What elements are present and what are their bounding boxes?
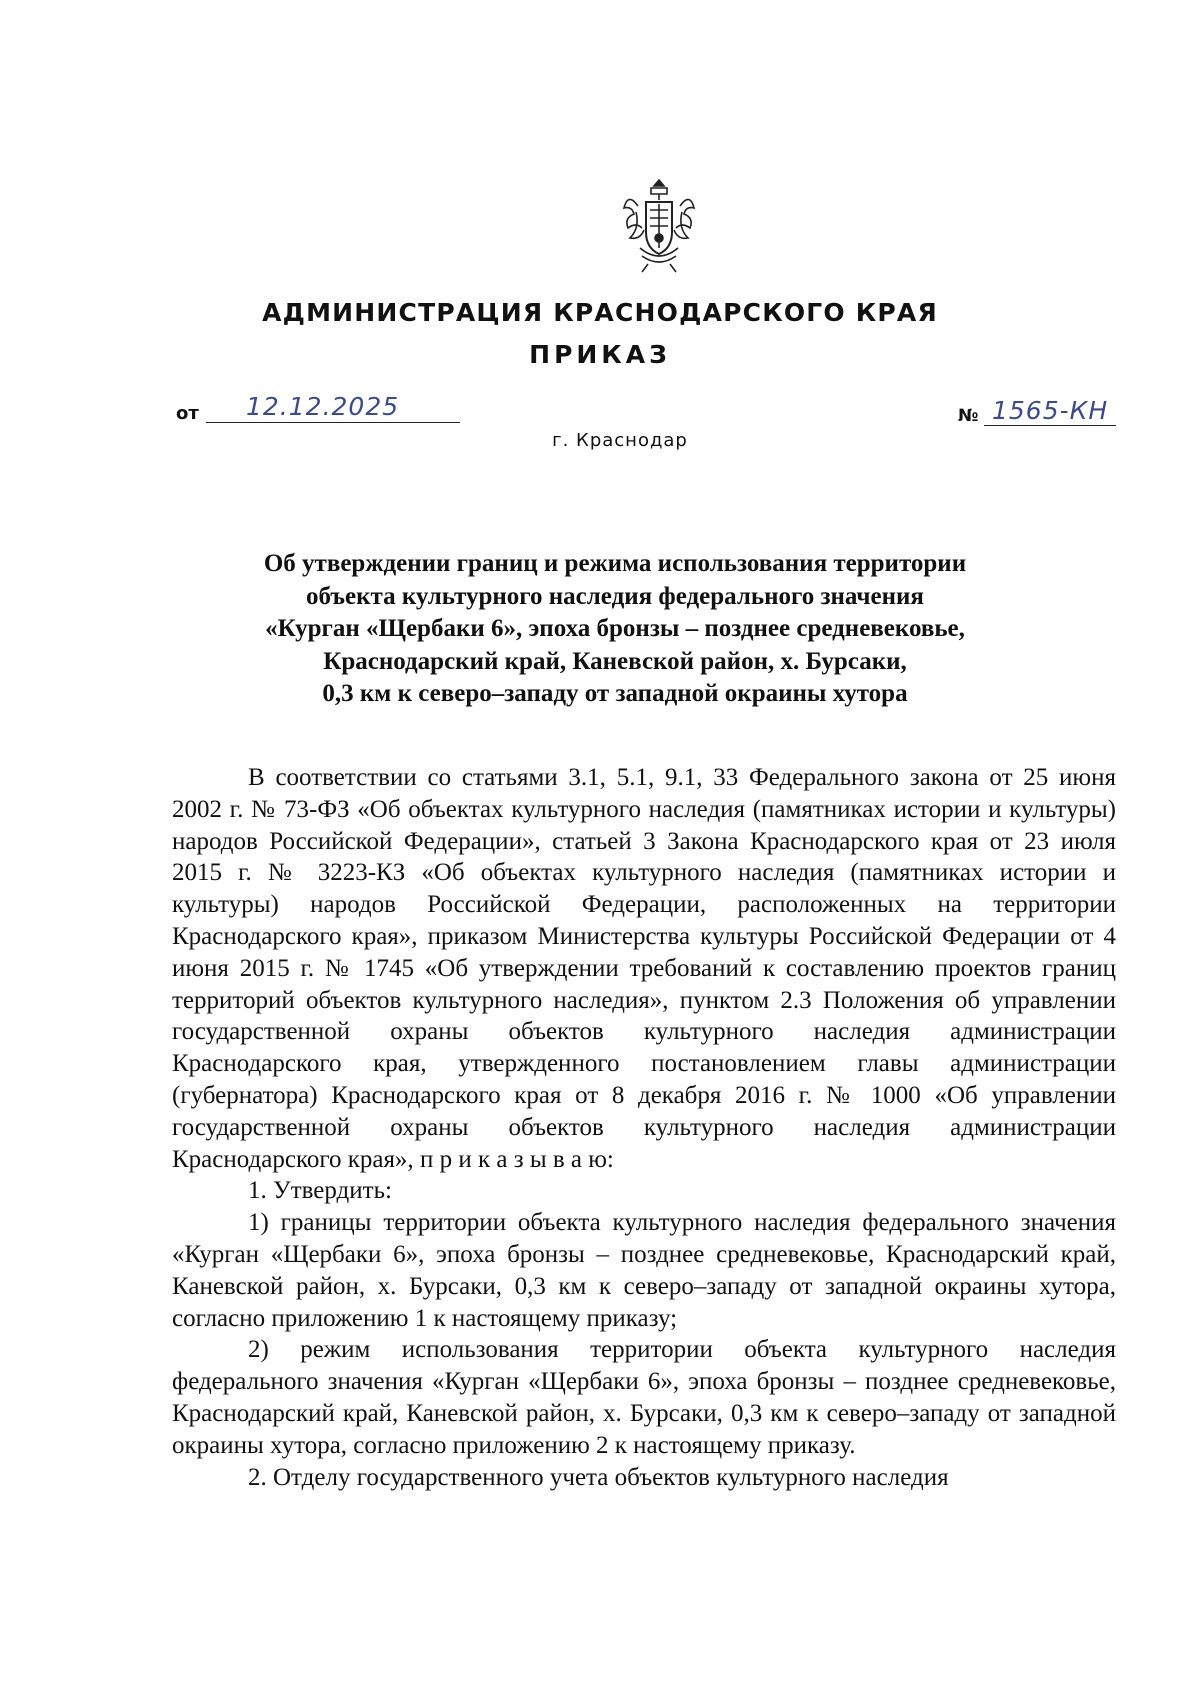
sub-item-1: 1) границы территории объекта культурного наследия федерального значения «Курган «Щербаки 6», эпоха бронзы – позднее средневековье, Краснодарский край, Каневской район, х. Бурсаки, 0,3 км к северо–западу от западной окраины хутора, согласно приложению 1 к настоящему приказу; xyxy=(172,1209,1116,1332)
order-word: п р и к а з ы в а ю: xyxy=(419,1145,614,1173)
city-name: г. Краснодар xyxy=(552,430,688,451)
date-value: 12.12.2025 xyxy=(246,392,400,421)
title-line: объекта культурного наследия федерального значения xyxy=(306,582,924,610)
organization-name: АДМИНИСТРАЦИЯ КРАСНОДАРСКОГО КРАЯ xyxy=(262,298,938,327)
item-1-heading: 1. Утвердить: xyxy=(248,1177,392,1205)
date-label: от xyxy=(176,403,199,424)
document-title xyxy=(150,548,1080,711)
date-underline xyxy=(206,422,460,423)
title-line: «Курган «Щербаки 6», эпоха бронзы – позднее средневековье, xyxy=(265,615,965,642)
coat-of-arms-icon xyxy=(618,176,700,276)
title-line: 0,3 км к северо–западу от западной окраины хутора xyxy=(322,680,908,707)
document-body xyxy=(172,762,1116,1493)
title-line: Об утверждении границ и режима использования территории xyxy=(263,550,967,577)
preamble-paragraph xyxy=(172,762,1116,1175)
item-2-heading: 2. Отделу государственного учета объектов культурного наследия xyxy=(248,1463,949,1491)
document-type: ПРИКАЗ xyxy=(529,340,671,369)
sub-item-2: 2) режим использования территории объекта культурного наследия федерального значения «Курган «Щербаки 6», эпоха бронзы – позднее средневековье, Краснодарский край, Каневской район, х. Бурсаки, 0,3 км к северо–западу от западной окраины хутора, согласно приложению 2 к настоящему приказу. xyxy=(172,1336,1116,1459)
number-value: 1565-КН xyxy=(992,396,1109,425)
number-label: № xyxy=(958,406,979,426)
title-line: Краснодарский край, Каневской район, х. Бурсаки, xyxy=(323,647,907,675)
number-underline xyxy=(984,425,1116,426)
preamble-text: В соответствии со статьями 3.1, 5.1, 9.1, 33 Федерального закона от 25 июня 2002 г. № 73-ФЗ «Об объектах культурного наследия (памятниках истории и культуры) народов Российской Федерации», статьей 3 Закона Краснодарского края от 23 июля 2015 г. № 3223-КЗ «Об объектах культурного наследия (памятниках истории и культуры) народов Российской Федерации, расположенных на территории Краснодарского края», приказом Министерства культуры Российской Федерации от 4 июня 2015 г. № 1745 «Об утверждении требований к составлению проектов границ территорий объектов культурного наследия», пунктом 2.3 Положения об управлении государственной охраны объектов культурного наследия администрации Краснодарского края, утвержденного постановлением главы администрации (губернатора) Краснодарского края от 8 декабря 2016 г. № 1000 «Об управлении государственной охраны объектов культурного наследия администрации Краснодарского края», xyxy=(172,764,1116,1173)
